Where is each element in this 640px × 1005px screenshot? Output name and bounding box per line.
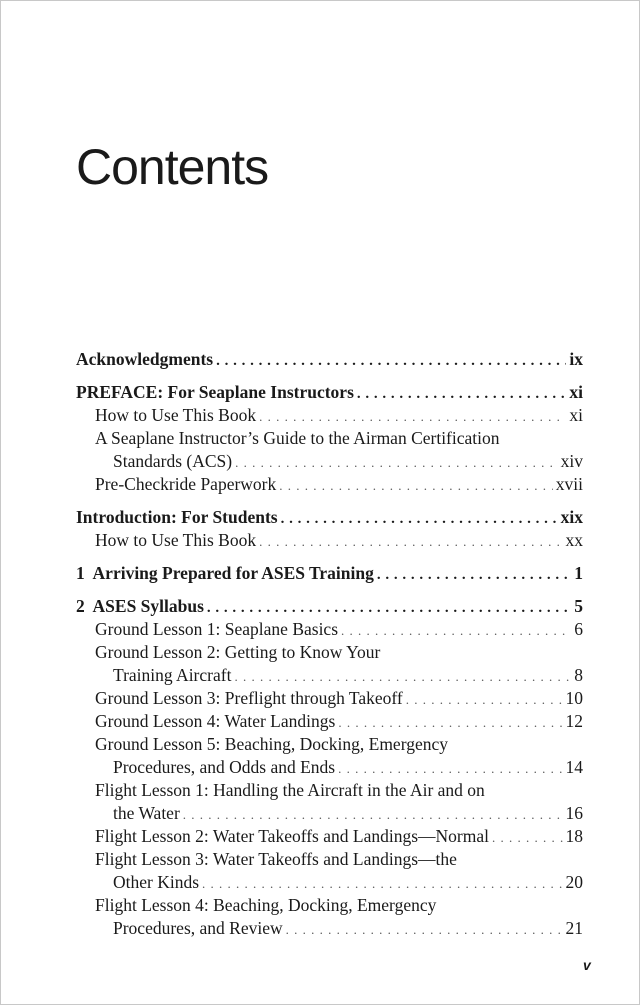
toc-entry-page: xiv bbox=[560, 451, 583, 471]
toc-entry-label: Flight Lesson 3: Water Takeoffs and Landings—the bbox=[95, 849, 457, 869]
toc-entry-label-cont: Procedures, and Odds and Ends bbox=[113, 757, 336, 777]
toc-entry-label: How to Use This Book bbox=[95, 405, 257, 425]
toc-entry-label: 1 Arriving Prepared for ASES Training bbox=[76, 563, 374, 583]
toc-entry-ground-lesson-5-cont[interactable] bbox=[76, 756, 583, 779]
toc-entry-page: 1 bbox=[574, 563, 583, 583]
toc-entry-page: 21 bbox=[565, 918, 583, 938]
page-folio: v bbox=[583, 957, 591, 973]
toc-entry-label-cont: Other Kinds bbox=[113, 872, 200, 892]
toc-entry-label-cont: Training Aircraft bbox=[113, 665, 232, 685]
toc-entry-chapter-1[interactable] bbox=[76, 562, 583, 585]
dot-leader bbox=[234, 665, 571, 688]
toc-entry-page: xi bbox=[569, 405, 583, 425]
toc-entry-page: 16 bbox=[565, 803, 583, 823]
toc-entry-page: xi bbox=[569, 382, 583, 402]
toc-entry-chapter-2[interactable] bbox=[76, 595, 583, 618]
toc-entry-ground-lesson-4[interactable] bbox=[76, 710, 583, 733]
toc-entry-label: Ground Lesson 3: Preflight through Takeoff bbox=[95, 688, 403, 708]
toc-entry-page: 8 bbox=[574, 665, 583, 685]
toc-entry-flight-lesson-3[interactable] bbox=[76, 848, 583, 871]
toc-entry-label: Flight Lesson 1: Handling the Aircraft in the Air and on bbox=[95, 780, 485, 800]
toc-entry-ground-lesson-2-cont[interactable] bbox=[76, 664, 583, 687]
toc-entry-label: Flight Lesson 4: Beaching, Docking, Emergency bbox=[95, 895, 437, 915]
toc-entry-acknowledgments[interactable] bbox=[76, 348, 583, 371]
toc-entry-label: Ground Lesson 2: Getting to Know Your bbox=[95, 642, 381, 662]
toc-entry-label: A Seaplane Instructor’s Guide to the Airman Certification bbox=[95, 428, 500, 448]
dot-leader bbox=[207, 597, 571, 620]
dot-leader bbox=[338, 711, 562, 734]
toc-entry-flight-lesson-1-cont[interactable] bbox=[76, 802, 583, 825]
toc-entry-label: PREFACE: For Seaplane Instructors bbox=[76, 382, 354, 402]
toc-entry-label: Ground Lesson 4: Water Landings bbox=[95, 711, 336, 731]
toc-entry-flight-lesson-2[interactable] bbox=[76, 825, 583, 848]
dot-leader bbox=[286, 918, 563, 941]
toc-entry-label: Ground Lesson 5: Beaching, Docking, Emergency bbox=[95, 734, 448, 754]
dot-leader bbox=[216, 350, 566, 373]
toc-entry-page: 10 bbox=[565, 688, 583, 708]
toc-entry-ground-lesson-2[interactable] bbox=[76, 641, 583, 664]
dot-leader bbox=[281, 508, 558, 531]
dot-leader bbox=[183, 803, 563, 826]
toc-entry-page: 14 bbox=[565, 757, 583, 777]
toc-entry-ground-lesson-5[interactable] bbox=[76, 733, 583, 756]
toc-entry-page: xx bbox=[565, 530, 583, 550]
toc-entry-label: 2 ASES Syllabus bbox=[76, 596, 204, 616]
toc-entry-page: xix bbox=[560, 507, 583, 527]
toc-entry-flight-lesson-4[interactable] bbox=[76, 894, 583, 917]
toc-entry-how-to-use-students[interactable] bbox=[76, 529, 583, 552]
toc-entry-preface[interactable] bbox=[76, 381, 583, 404]
toc-entry-flight-lesson-1[interactable] bbox=[76, 779, 583, 802]
toc-entry-pre-checkride-paperwork[interactable] bbox=[76, 473, 583, 496]
toc-entry-label: How to Use This Book bbox=[95, 530, 257, 550]
toc-entry-label: Acknowledgments bbox=[76, 349, 214, 369]
dot-leader bbox=[279, 474, 553, 497]
toc-entry-label: Introduction: For Students bbox=[76, 507, 278, 527]
toc-entry-how-to-use-instructors[interactable] bbox=[76, 404, 583, 427]
dot-leader bbox=[406, 688, 563, 711]
toc-entry-label-cont: Procedures, and Review bbox=[113, 918, 283, 938]
dot-leader bbox=[259, 530, 562, 553]
toc-entry-page: 5 bbox=[574, 596, 583, 616]
toc-entry-ground-lesson-1[interactable] bbox=[76, 618, 583, 641]
dot-leader bbox=[338, 757, 562, 780]
toc-entry-introduction[interactable] bbox=[76, 506, 583, 529]
toc-entry-label: Pre-Checkride Paperwork bbox=[95, 474, 277, 494]
toc-entry-page: 20 bbox=[565, 872, 583, 892]
dot-leader bbox=[492, 826, 563, 849]
toc-entry-instructors-guide-acs-cont[interactable] bbox=[76, 450, 583, 473]
table-of-contents bbox=[76, 348, 583, 940]
toc-entry-flight-lesson-4-cont[interactable] bbox=[76, 917, 583, 940]
toc-entry-page: 6 bbox=[574, 619, 583, 639]
dot-leader bbox=[341, 619, 571, 642]
toc-entry-page: xvii bbox=[555, 474, 583, 494]
toc-entry-label: Flight Lesson 2: Water Takeoffs and Landings—Normal bbox=[95, 826, 489, 846]
toc-entry-instructors-guide-acs[interactable] bbox=[76, 427, 583, 450]
dot-leader bbox=[259, 405, 566, 428]
toc-entry-label-cont: Standards (ACS) bbox=[113, 451, 233, 471]
toc-entry-page: 18 bbox=[565, 826, 583, 846]
toc-entry-page: ix bbox=[569, 349, 583, 369]
dot-leader bbox=[357, 383, 566, 406]
toc-entry-label-cont: the Water bbox=[113, 803, 180, 823]
toc-entry-label: Ground Lesson 1: Seaplane Basics bbox=[95, 619, 339, 639]
page-title: Contents bbox=[76, 139, 269, 195]
toc-entry-ground-lesson-3[interactable] bbox=[76, 687, 583, 710]
dot-leader bbox=[377, 564, 571, 587]
dot-leader bbox=[235, 451, 558, 474]
toc-entry-page: 12 bbox=[565, 711, 583, 731]
toc-entry-flight-lesson-3-cont[interactable] bbox=[76, 871, 583, 894]
dot-leader bbox=[202, 872, 562, 895]
